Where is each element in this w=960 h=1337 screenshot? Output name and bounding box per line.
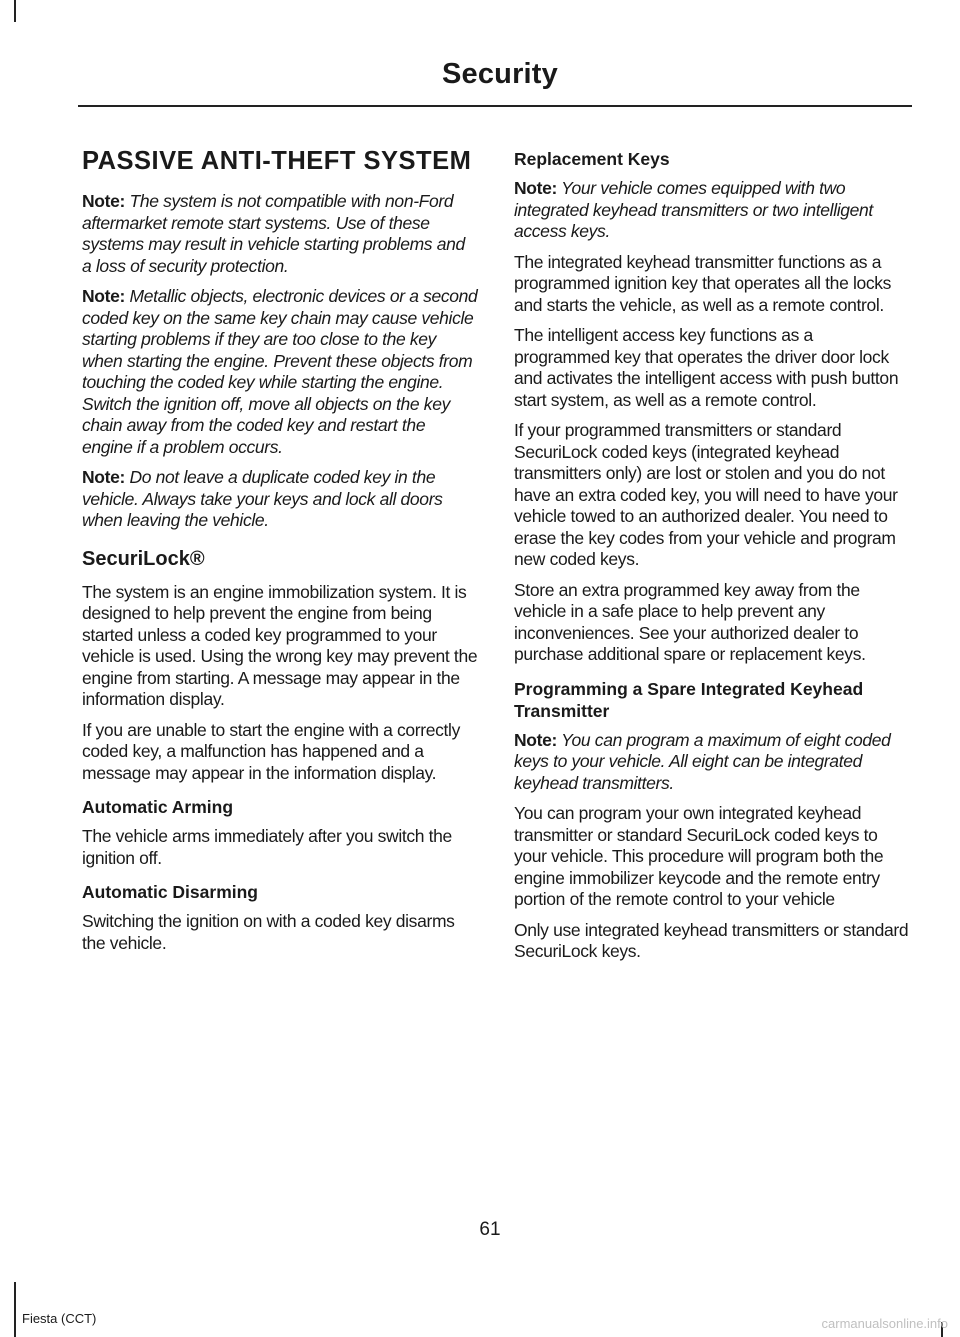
note-programming (514, 730, 910, 795)
note-label: Note: (514, 178, 557, 198)
note-text: Your vehicle comes equipped with two integrated keyhead transmitters or two intelligent access keys. (514, 178, 873, 241)
header-rule (78, 105, 912, 107)
securilock-heading: SecuriLock® (82, 547, 205, 570)
right-column (514, 148, 910, 972)
replacement-paragraph: The integrated keyhead transmitter functions as a programmed ignition key that operates all the locks and starts the vehicle, as well as a remote control. (514, 251, 892, 315)
replacement-paragraph: Store an extra programmed key away from the vehicle in a safe place to help prevent any inconveniences. See your authorized dealer to purchase additional spare or replacement keys. (514, 579, 866, 664)
note-duplicate-key (82, 467, 478, 532)
securilock-paragraph: If you are unable to start the engine with a correctly coded key, a malfunction has happened and a message may appear in the information display. (82, 719, 460, 783)
automatic-disarming-text: Switching the ignition on with a coded key disarms the vehicle. (82, 911, 455, 953)
note-replacement-keys (514, 178, 910, 243)
note-text: Metallic objects, electronic devices or a second coded key on the same key chain may cause vehicle starting problems if they are too close to the key when starting the engine. Prevent these objects from touching the coded key while starting the engine. Switch the ignition off, move all objects on the key chain away from the coded key and restart the engine if a problem occurs. (82, 286, 478, 457)
crop-mark-bottom-left (14, 1282, 16, 1337)
crop-mark-top-left (14, 0, 16, 22)
automatic-arming-heading: Automatic Arming (82, 797, 234, 817)
programming-spare-heading: Programming a Spare Integrated Keyhead Transmitter (514, 678, 864, 721)
page-number: 61 (479, 1219, 501, 1240)
securilock-paragraph: The system is an engine immobilization system. It is designed to help prevent the engine from being started unless a coded key programmed to your vehicle is used. Using the wrong key may prevent the engine from starting. A message may appear in the information display. (82, 581, 478, 709)
watermark: carmanualsonline.info (821, 1316, 948, 1331)
note-label: Note: (82, 286, 125, 306)
automatic-disarming-heading: Automatic Disarming (82, 882, 258, 902)
note-label: Note: (514, 729, 557, 750)
replacement-paragraph: The intelligent access key functions as a programmed key that operates the driver door lock and activates the intelligent access with push button start system, as well as a remote control. (514, 325, 899, 410)
note-label: Note: (82, 191, 125, 211)
automatic-arming-text: The vehicle arms immediately after you switch the ignition off. (82, 826, 452, 868)
left-column (82, 146, 478, 963)
section-title: Security (441, 58, 558, 90)
note-text: You can program a maximum of eight coded keys to your vehicle. All eight can be integrated keyhead transmitters. (514, 729, 891, 793)
note-label: Note: (82, 467, 125, 487)
note-metallic-objects (82, 286, 478, 458)
replacement-keys-heading: Replacement Keys (514, 149, 670, 169)
programming-paragraph: Only use integrated keyhead transmitters or standard SecuriLock keys. (514, 919, 909, 961)
note-text: The system is not compatible with non-Ford aftermarket remote start systems. Use of these systems may result in vehicle starting problems and a loss of security protection. (82, 191, 465, 276)
note-compatibility (82, 191, 478, 277)
passive-anti-theft-heading: PASSIVE ANTI-THEFT SYSTEM (82, 147, 472, 175)
note-text: Do not leave a duplicate coded key in the vehicle. Always take your keys and lock all doors when leaving the vehicle. (82, 467, 443, 530)
footer-model: Fiesta (CCT) (22, 1311, 97, 1326)
programming-paragraph: You can program your own integrated keyhead transmitter or standard SecuriLock coded keys to your vehicle. This procedure will program both the engine immobilizer keycode and the remote entry portion of the remote control to your vehicle (514, 803, 884, 909)
replacement-paragraph: If your programmed transmitters or standard SecuriLock coded keys (integrated keyhead transmitters only) are lost or stolen and you do not have an extra coded key, you will need to have your vehicle towed to an authorized dealer. You need to erase the key codes from your vehicle and program new coded keys. (514, 420, 898, 569)
